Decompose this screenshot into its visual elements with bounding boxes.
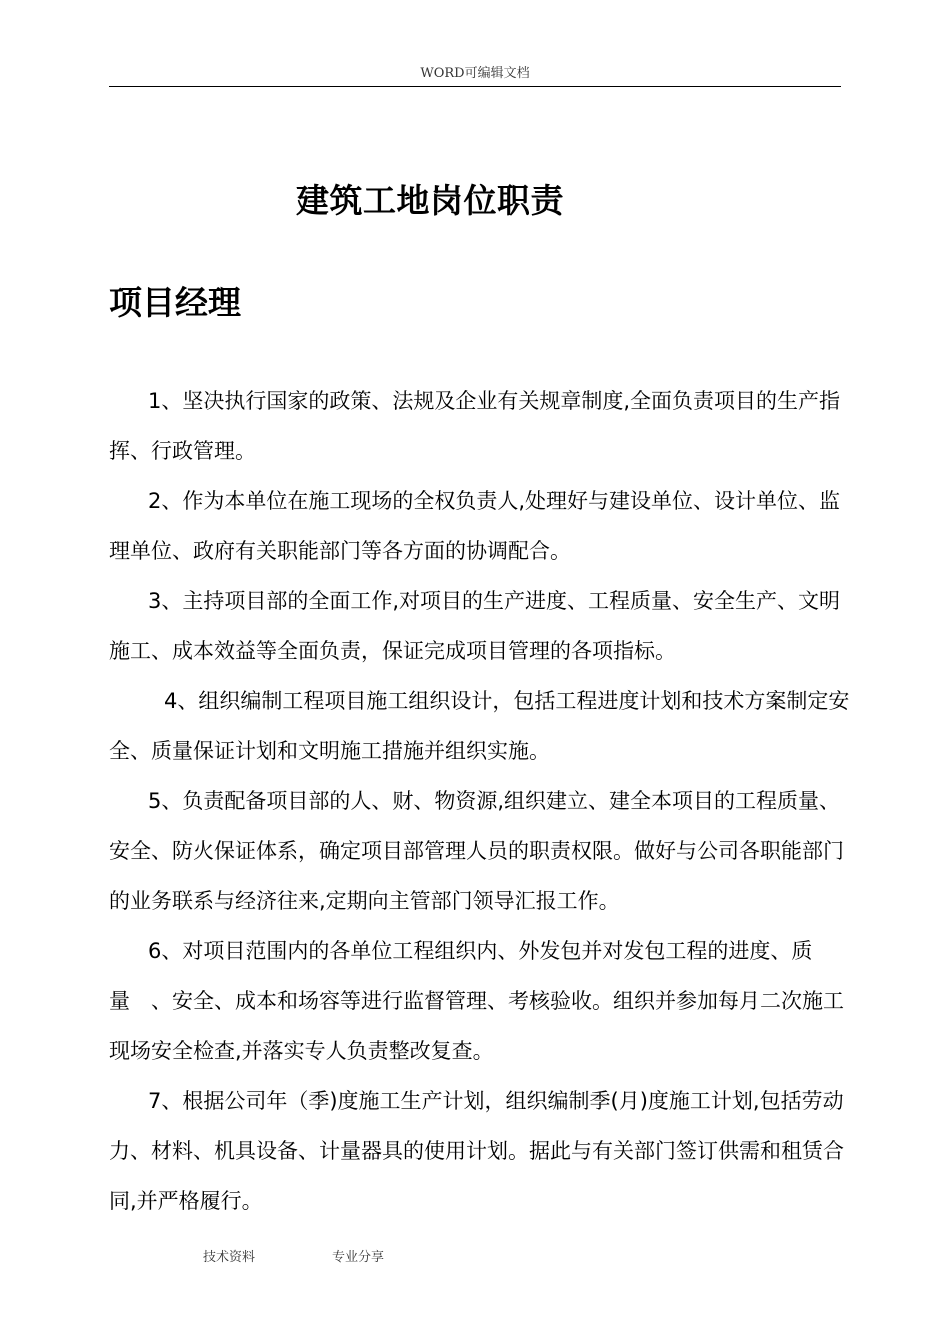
- document-body: [109, 376, 854, 1226]
- paragraph-3: 3、主持项目部的全面工作,对项目的生产进度、工程质量、安全生产、文明施工、成本效益等全面负责，保证完成项目管理的各项指标。: [109, 589, 841, 663]
- footer-left-text: 技术资料: [203, 1250, 256, 1265]
- paragraph-4: 4、组织编制工程项目施工组织设计，包括工程进度计划和技术方案制定安全、质量保证计划和文明施工措施并组织实施。: [109, 689, 850, 763]
- page-header: WORD可编辑文档: [109, 64, 841, 87]
- section-heading: 项目经理: [109, 283, 241, 322]
- paragraph-2: 2、作为本单位在施工现场的全权负责人,处理好与建设单位、设计单位、监理单位、政府有关职能部门等各方面的协调配合。: [109, 489, 841, 563]
- paragraph-7: 7、根据公司年（季)度施工生产计划，组织编制季(月)度施工计划,包括劳动力、材料、机具设备、计量器具的使用计划。据此与有关部门签订供需和租赁合同,并严格履行。: [109, 1089, 844, 1213]
- document-title: 建筑工地岗位职责: [296, 181, 564, 220]
- paragraph-6: 6、对项目范围内的各单位工程组织内、外发包并对发包工程的进度、质量 、安全、成本和场容等进行监督管理、考核验收。组织并参加每月二次施工现场安全检查,并落实专人负责整改复查。: [109, 939, 844, 1063]
- paragraph-5: 5、负责配备项目部的人、财、物资源,组织建立、建全本项目的工程质量、安全、防火保证体系，确定项目部管理人员的职责权限。做好与公司各职能部门的业务联系与经济往来,定期向主管部门领导汇报工作。: [109, 789, 844, 913]
- footer-right-text: 专业分享: [332, 1250, 385, 1265]
- paragraph-1: 1、坚决执行国家的政策、法规及企业有关规章制度,全面负责项目的生产指挥、行政管理。: [109, 389, 841, 463]
